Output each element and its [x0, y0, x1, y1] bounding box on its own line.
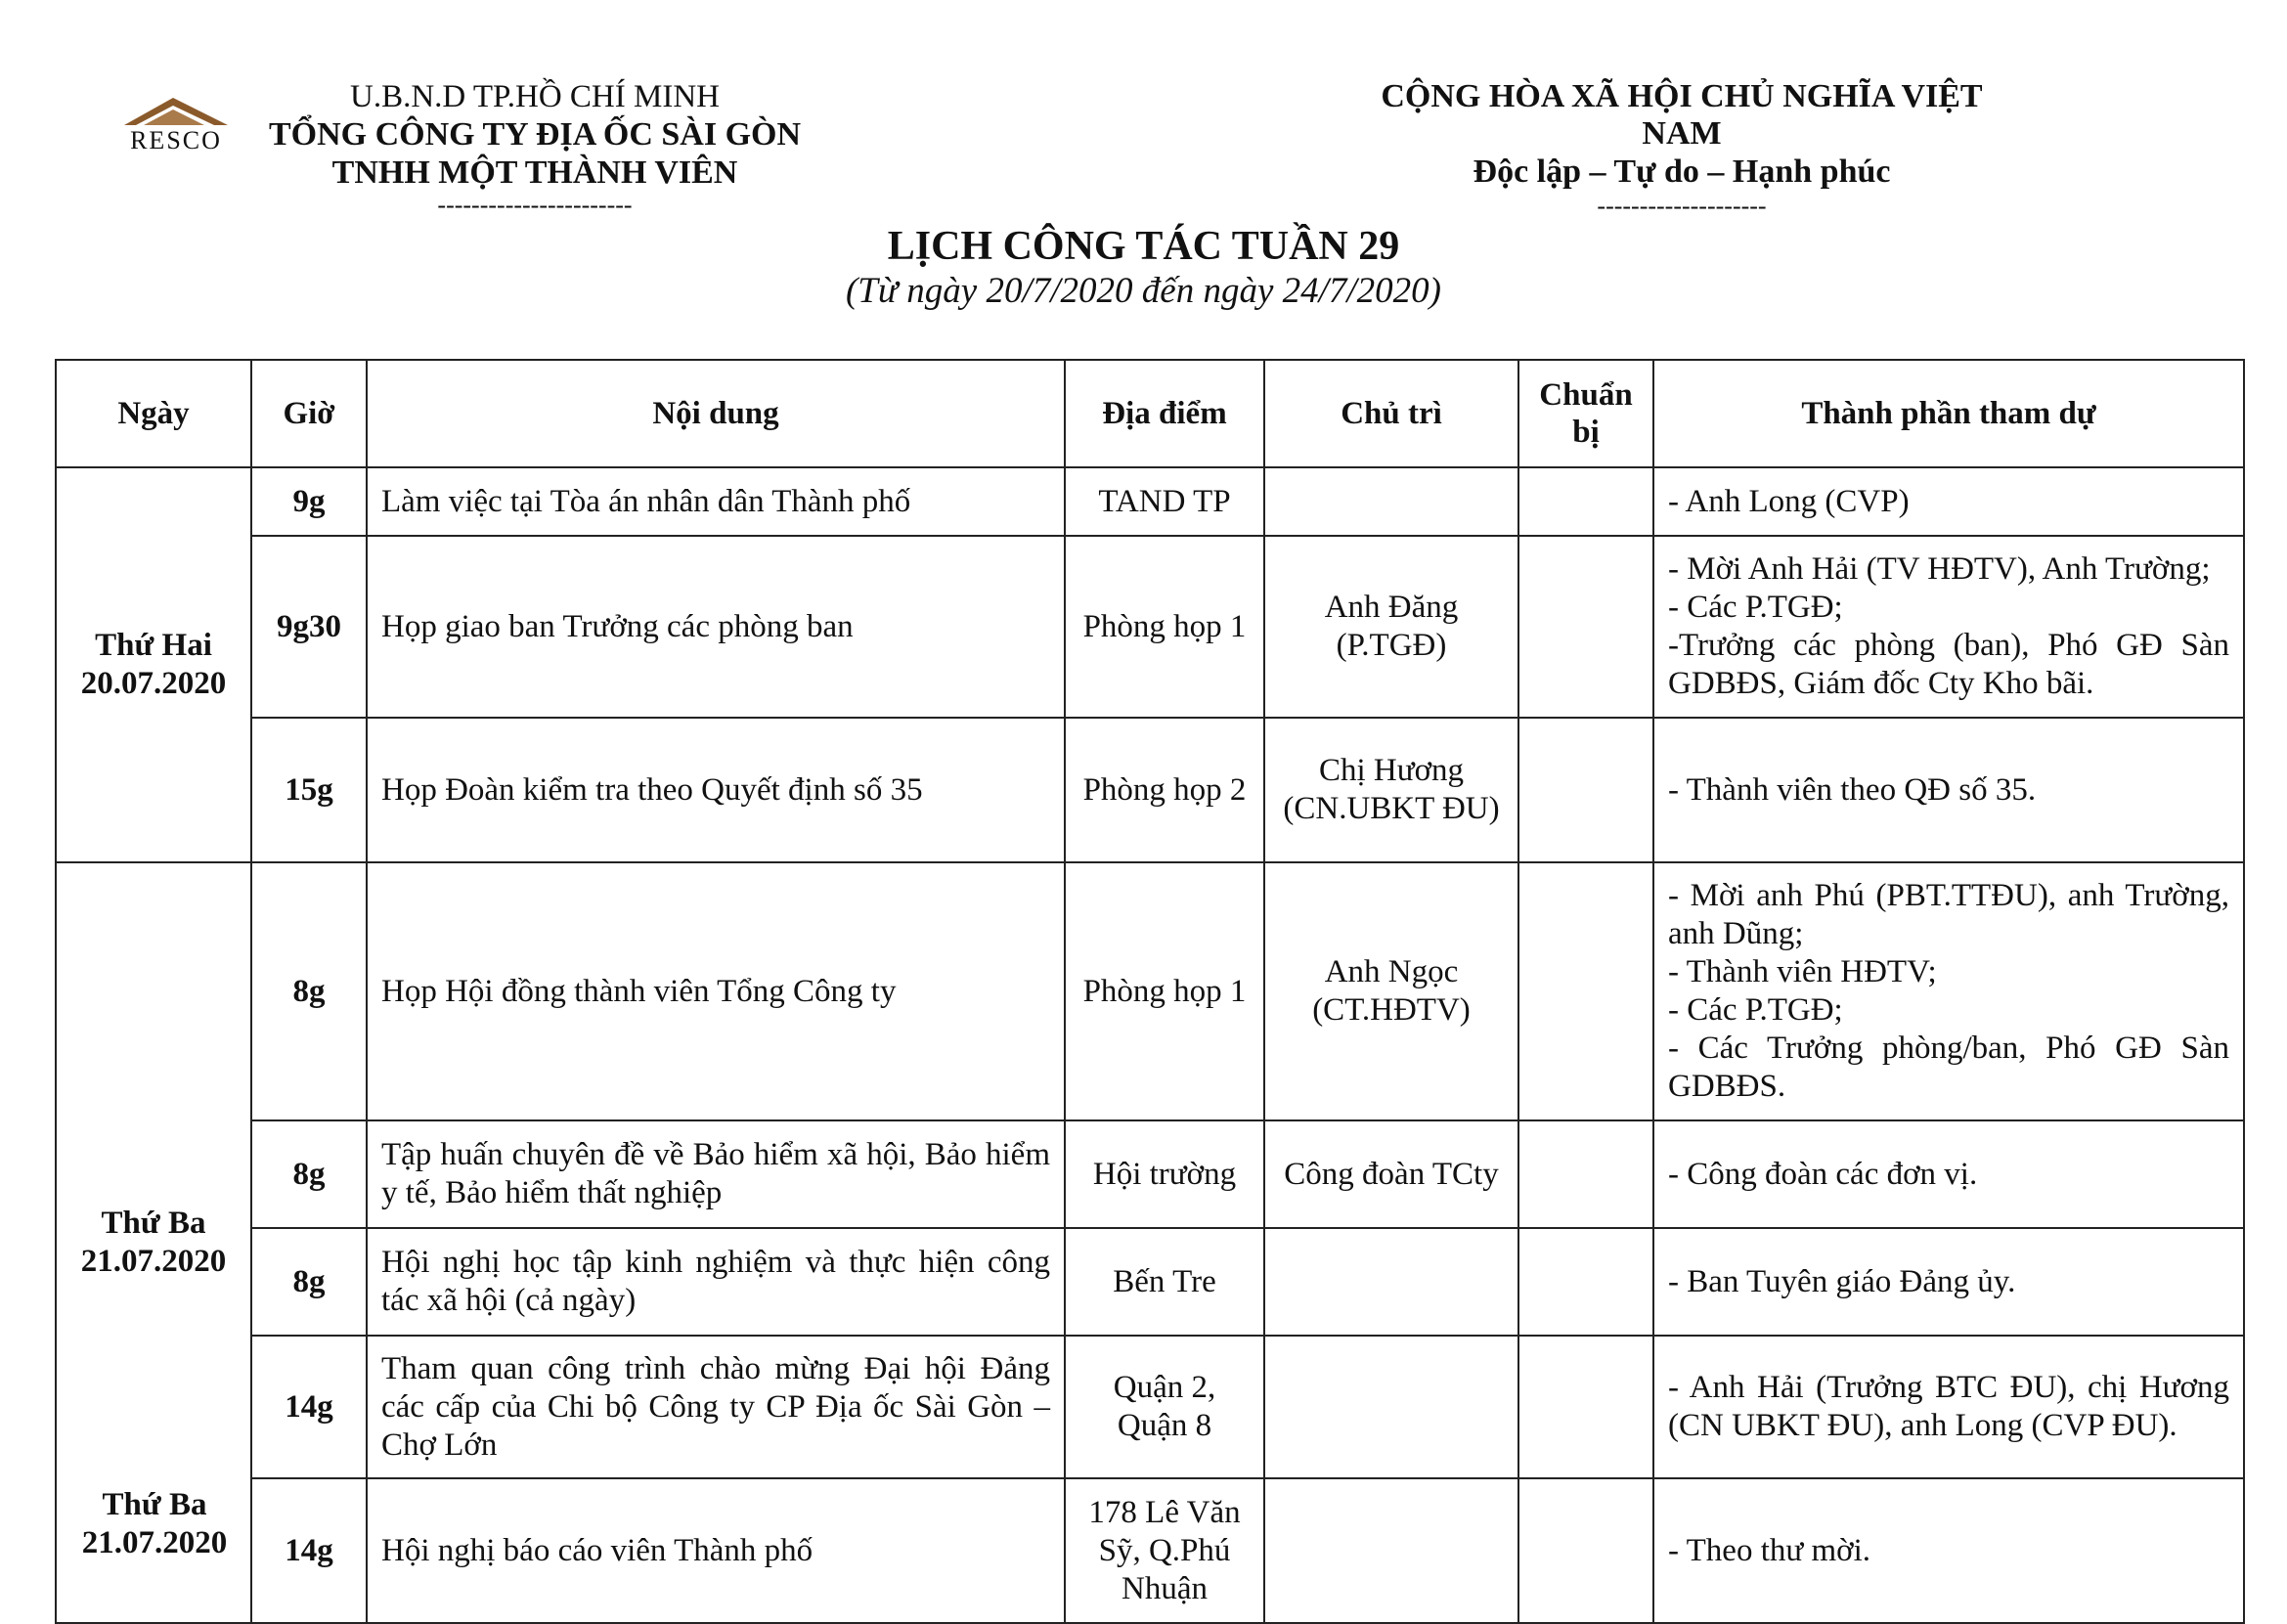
- host-cell: [1264, 1336, 1518, 1478]
- attendees-cell: - Theo thư mời.: [1653, 1478, 2244, 1623]
- host-cell: [1264, 1478, 1518, 1623]
- col-header-day: Ngày: [56, 360, 251, 467]
- prep-cell: [1518, 1228, 1653, 1336]
- resco-logo: [93, 96, 259, 156]
- content-cell: Làm việc tại Tòa án nhân dân Thành phố: [367, 467, 1065, 536]
- col-header-attendees: Thành phần tham dự: [1653, 360, 2244, 467]
- content-cell: Họp Hội đồng thành viên Tổng Công ty: [367, 862, 1065, 1120]
- host-cell: Công đoàn TCty: [1264, 1120, 1518, 1228]
- attendee-line: - Mời Anh Hải (TV HĐTV), Anh Trường; - Các P.TGĐ; -Trưởng các phòng (ban), Phó GĐ Sàn GDBĐS, Giám đốc Cty Kho bãi.: [1668, 551, 2229, 701]
- prep-cell: [1518, 862, 1653, 1120]
- place-cell: Quận 2, Quận 8: [1065, 1336, 1264, 1478]
- national-name: CỘNG HÒA XÃ HỘI CHỦ NGHĨA VIỆT NAM: [1381, 78, 1983, 152]
- col-header-host: Chủ trì: [1264, 360, 1518, 467]
- col-header-prep: Chuẩn bị: [1518, 360, 1653, 467]
- table-header-row: [56, 360, 2244, 467]
- national-header: [1340, 78, 2024, 222]
- attendees-cell: - Anh Long (CVP): [1653, 467, 2244, 536]
- document-title-block: [0, 223, 2287, 313]
- content-cell: Hội nghị học tập kinh nghiệm và thực hiện công tác xã hội (cả ngày): [367, 1228, 1065, 1336]
- time-cell: 9g30: [251, 536, 367, 718]
- schedule-table: [55, 359, 2245, 1624]
- prep-cell: [1518, 1336, 1653, 1478]
- host-cell: Chị Hương (CN.UBKT ĐU): [1264, 718, 1518, 862]
- document-title: LỊCH CÔNG TÁC TUẦN 29: [887, 224, 1400, 269]
- table-row: [56, 1336, 2244, 1478]
- day-date: 20.07.2020: [80, 666, 227, 701]
- table-row: [56, 536, 2244, 718]
- host-cell: [1264, 467, 1518, 536]
- resco-logo-icon: [93, 96, 259, 154]
- attendees-cell: - Công đoàn các đơn vị.: [1653, 1120, 2244, 1228]
- day-name: Thứ Hai: [95, 628, 212, 663]
- attendees-cell: - Ban Tuyên giáo Đảng ủy.: [1653, 1228, 2244, 1336]
- attendees-cell: - Thành viên theo QĐ số 35.: [1653, 718, 2244, 862]
- time-cell: 15g: [251, 718, 367, 862]
- table-row: [56, 862, 2244, 1120]
- table-row: [56, 1228, 2244, 1336]
- place-cell: Phòng họp 2: [1065, 718, 1264, 862]
- time-cell: 9g: [251, 467, 367, 536]
- table-row: [56, 718, 2244, 862]
- svg-text:RESCO: RESCO: [130, 126, 222, 154]
- host-cell: [1264, 1228, 1518, 1336]
- table-row: [56, 467, 2244, 536]
- table-row: [56, 1120, 2244, 1228]
- place-cell: Phòng họp 1: [1065, 536, 1264, 718]
- attendees-cell: [1653, 862, 2244, 1120]
- agency-name: TỔNG CÔNG TY ĐỊA ỐC SÀI GÒN: [268, 116, 802, 153]
- national-divider: --------------------: [1597, 192, 1767, 220]
- prep-cell: [1518, 1478, 1653, 1623]
- national-motto: Độc lập – Tự do – Hạnh phúc: [1473, 154, 1891, 190]
- host-cell: Anh Đăng (P.TGĐ): [1264, 536, 1518, 718]
- place-cell: Hội trường: [1065, 1120, 1264, 1228]
- col-header-time: Giờ: [251, 360, 367, 467]
- content-cell: Hội nghị báo cáo viên Thành phố: [367, 1478, 1065, 1623]
- place-cell: Phòng họp 1: [1065, 862, 1264, 1120]
- day-name: Thứ Ba: [101, 1206, 206, 1241]
- prep-cell: [1518, 1120, 1653, 1228]
- place-cell: TAND TP: [1065, 467, 1264, 536]
- agency-header: [256, 78, 814, 219]
- col-header-place: Địa điểm: [1065, 360, 1264, 467]
- agency-parent: U.B.N.D TP.HỒ CHÍ MINH: [349, 79, 720, 114]
- time-cell: 8g: [251, 1228, 367, 1336]
- attendees-cell: - Anh Hải (Trưởng BTC ĐU), chị Hương (CN UBKT ĐU), anh Long (CVP ĐU).: [1653, 1336, 2244, 1478]
- day-label-repeat: [57, 1486, 252, 1562]
- day-name: Thứ Ba: [102, 1487, 207, 1522]
- time-cell: 8g: [251, 862, 367, 1120]
- agency-type: TNHH MỘT THÀNH VIÊN: [331, 154, 738, 191]
- place-cell: 178 Lê Văn Sỹ, Q.Phú Nhuận: [1065, 1478, 1264, 1623]
- day-date: 21.07.2020: [80, 1244, 227, 1279]
- time-cell: 14g: [251, 1336, 367, 1478]
- content-cell: Họp Đoàn kiểm tra theo Quyết định số 35: [367, 718, 1065, 862]
- prep-cell: [1518, 467, 1653, 536]
- document-date-range: (Từ ngày 20/7/2020 đến ngày 24/7/2020): [845, 271, 1442, 311]
- content-cell: Họp giao ban Trưởng các phòng ban: [367, 536, 1065, 718]
- attendees-cell: [1653, 536, 2244, 718]
- table-row: [56, 1478, 2244, 1623]
- day-cell: [56, 467, 251, 862]
- prep-cell: [1518, 536, 1653, 718]
- day-date: 21.07.2020: [81, 1525, 228, 1560]
- agency-divider: -----------------------: [437, 191, 633, 219]
- content-cell: Tham quan công trình chào mừng Đại hội Đảng các cấp của Chi bộ Công ty CP Địa ốc Sài Gòn – Chợ Lớn: [367, 1336, 1065, 1478]
- content-cell: Tập huấn chuyên đề về Bảo hiểm xã hội, Bảo hiểm y tế, Bảo hiểm thất nghiệp: [367, 1120, 1065, 1228]
- attendee-line: - Mời anh Phú (PBT.TTĐU), anh Trường, anh Dũng; - Thành viên HĐTV; - Các P.TGĐ; - Các Trưởng phòng/ban, Phó GĐ Sàn GDBĐS.: [1668, 878, 2229, 1104]
- place-cell: Bến Tre: [1065, 1228, 1264, 1336]
- time-cell: 14g: [251, 1478, 367, 1623]
- time-cell: 8g: [251, 1120, 367, 1228]
- host-cell: Anh Ngọc (CT.HĐTV): [1264, 862, 1518, 1120]
- prep-cell: [1518, 718, 1653, 862]
- col-header-content: Nội dung: [367, 360, 1065, 467]
